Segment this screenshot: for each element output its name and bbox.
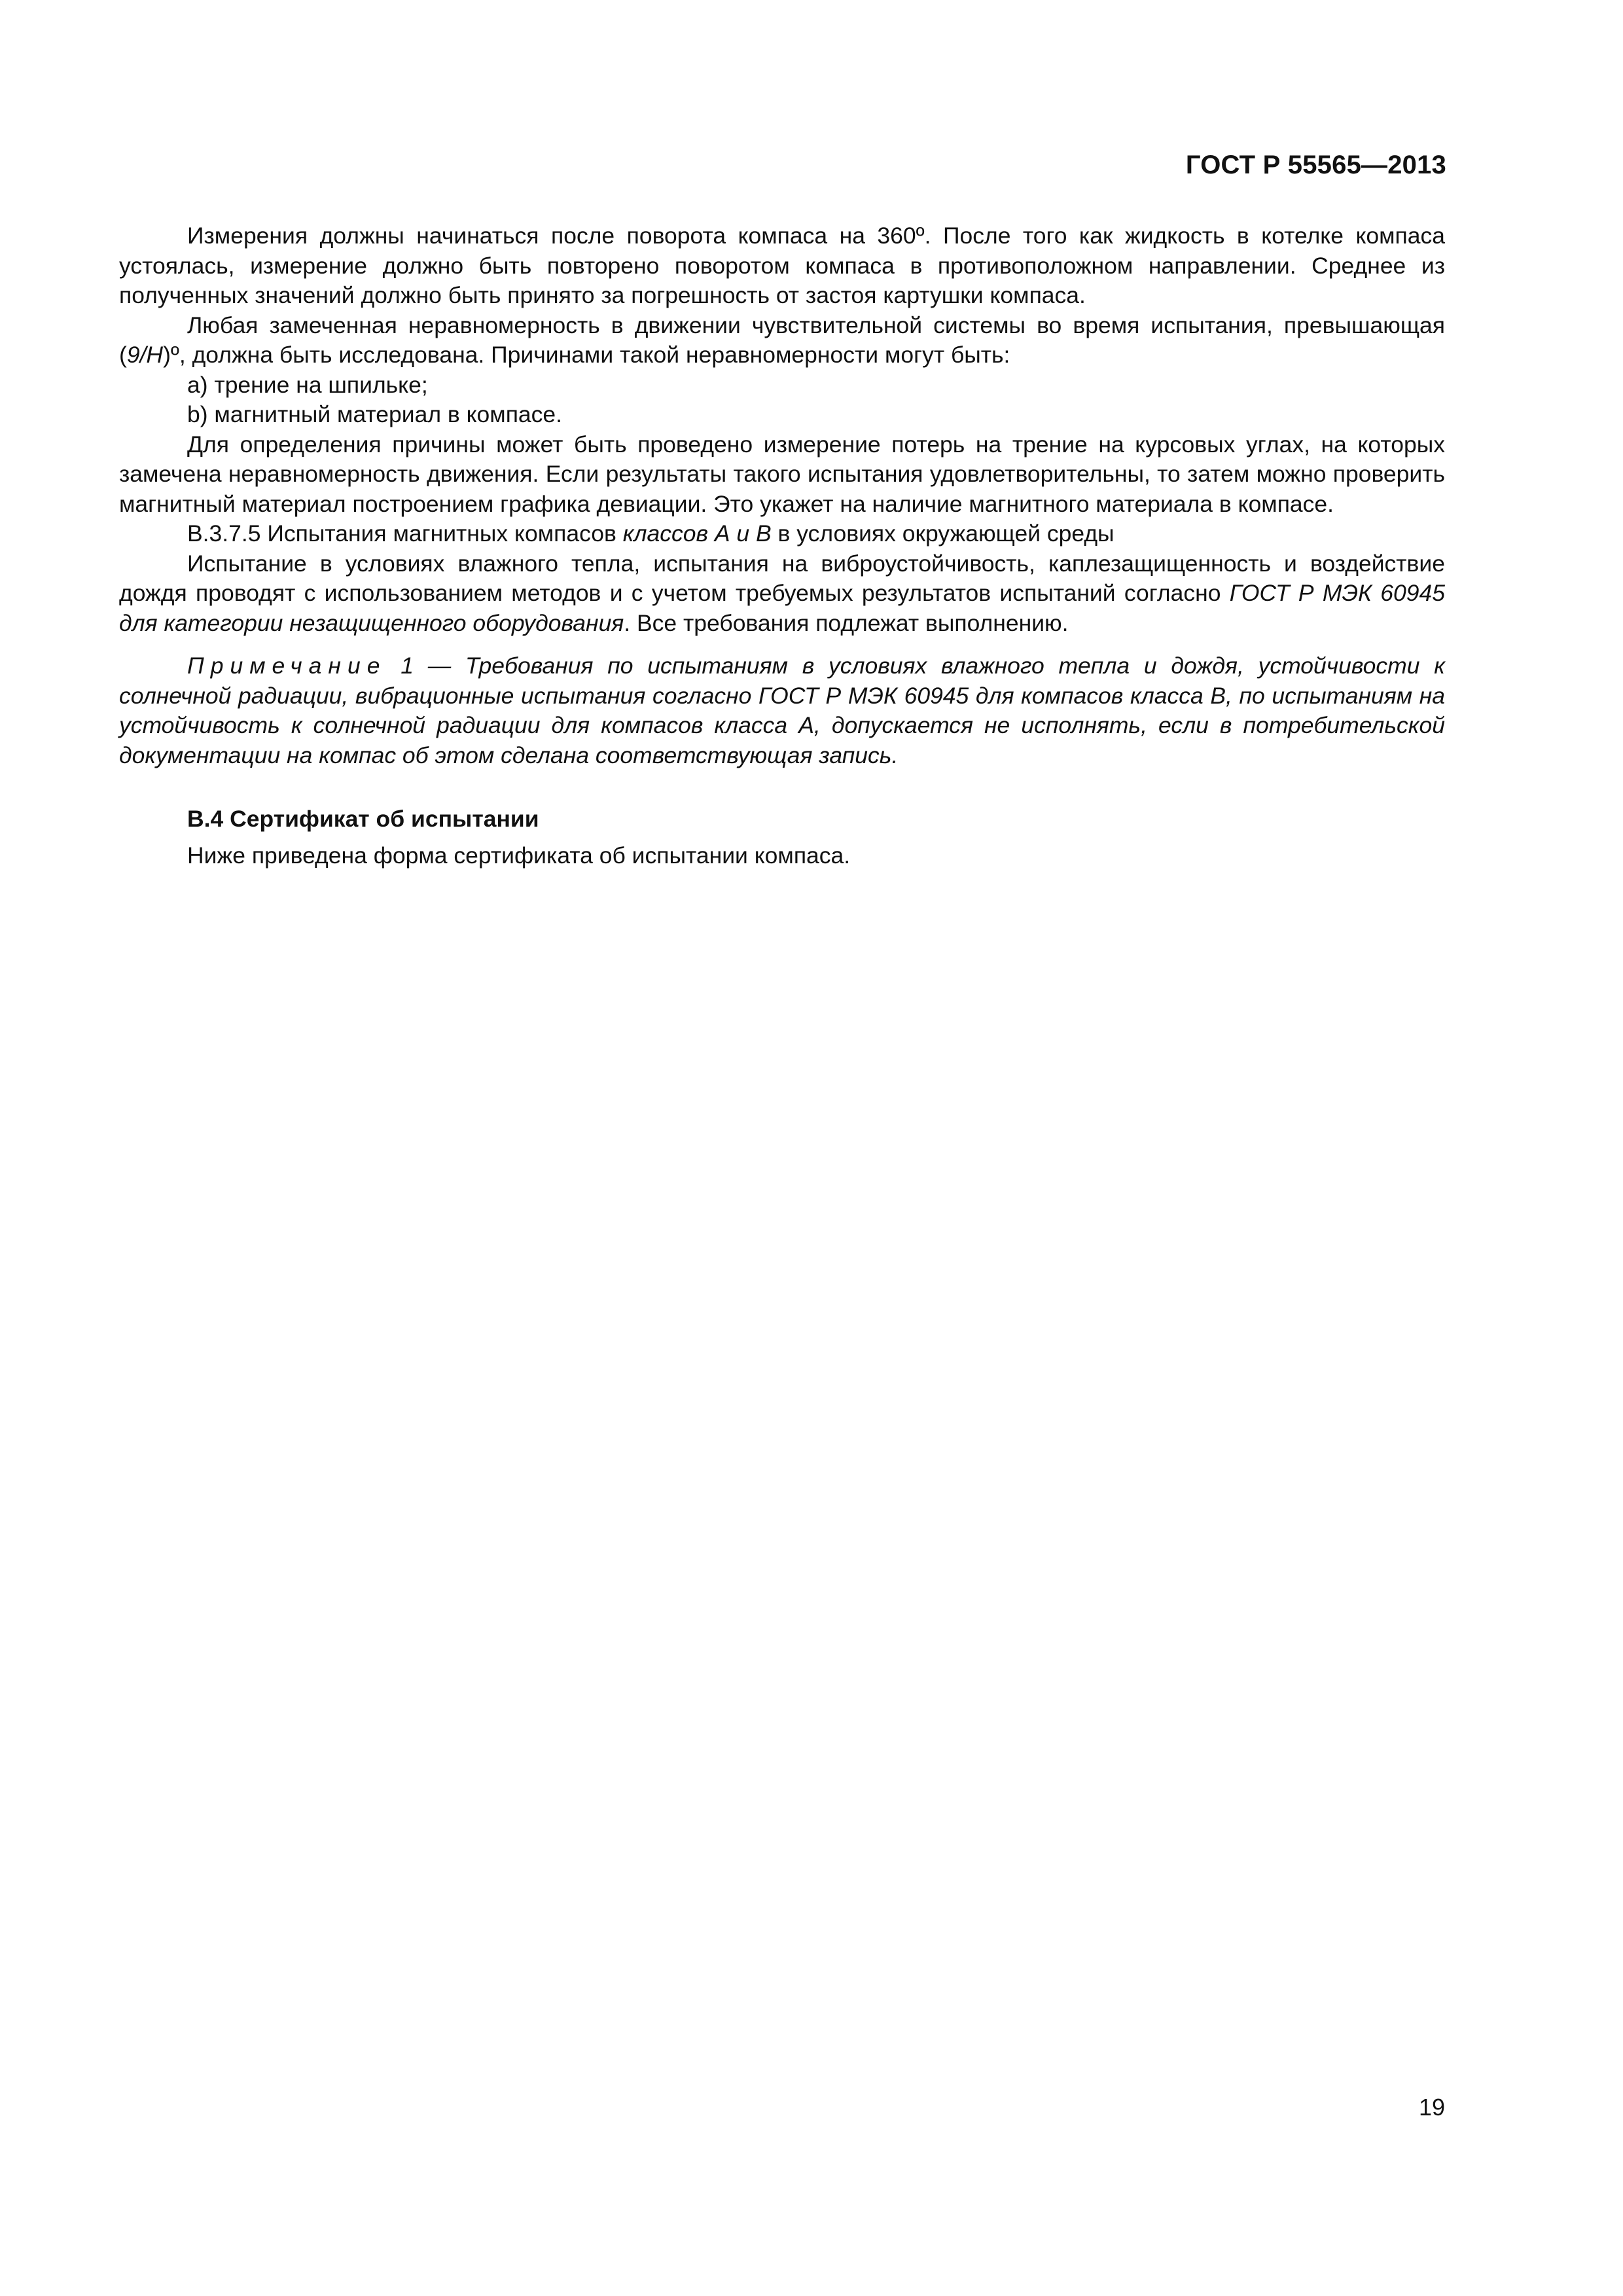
document-body (119, 221, 1445, 870)
note-1 (119, 651, 1445, 770)
paragraph-environment-tests-end: . Все требования подлежат выполнению. (624, 609, 1069, 636)
clause-heading-end: в условиях окружающей среды (771, 520, 1115, 547)
paragraph-environment-tests (119, 549, 1445, 639)
page-number: 19 (1418, 2094, 1445, 2121)
note-label: Примечание (187, 653, 387, 679)
paragraph-irregularity (119, 311, 1445, 370)
paragraph-environment-tests-start: Испытание в условиях влажного тепла, испытания на виброустойчивость, каплезащищенность и воздействие дождя проводят с использованием методов и с учетом требуемых результатов испытаний согласно (119, 550, 1445, 606)
standard-reference: ГОСТ Р МЭК 60945 для категории незащищенного оборудования (119, 580, 1445, 636)
note-text: 1 — Требования по испытаниям в условиях влажного тепла и дождя, устойчивости к солнечной радиации, вибрационные испытания согласно ГОСТ Р МЭК 60945 для компасов класса В, по испытаниям на устойчивость к солнечной радиации для компасов класса А, допускается не исполнять, если в потребительской документации на компас об этом сделана соответствующая запись. (119, 653, 1445, 768)
formula-9-h: 9/H (126, 342, 164, 368)
paragraph-irregularity-text-start: Любая замеченная неравномерность в движении чувствительной системы во время испытания, превышающая ( (119, 312, 1445, 368)
list-item-b: b) магнитный материал в компасе. (187, 401, 563, 427)
paragraph-irregularity-text-end: )º, должна быть исследована. Причинами такой неравномерности могут быть: (163, 342, 1010, 368)
paragraph-cause-determination: Для определения причины может быть проведено измерение потерь на трение на курсовых углах, на которых замечена неравномерность движения. Если результаты такого испытания удовлетворительны, то затем можно проверить магнитный материал построением графика девиации. Это укажет на наличие магнитного материала в компасе. (119, 431, 1445, 517)
document-code: ГОСТ Р 55565—2013 (1185, 151, 1446, 179)
clause-heading (119, 519, 1445, 549)
clause-heading-italic: классов А и В (622, 520, 772, 547)
section-title: В.4 Сертификат об испытании (187, 806, 539, 832)
list-item-a: a) трение на шпильке; (187, 371, 428, 398)
clause-heading-start: В.3.7.5 Испытания магнитных компасов (187, 520, 623, 547)
paragraph-measurement: Измерения должны начинаться после поворота компаса на 360º. После того как жидкость в котелке компаса устоялась, измерение должно быть повторено поворотом компаса в противоположном направлении. Среднее из полученных значений должно быть принято за погрешность от застоя картушки компаса. (119, 223, 1445, 308)
section-body: Ниже приведена форма сертификата об испытании компаса. (187, 842, 851, 869)
